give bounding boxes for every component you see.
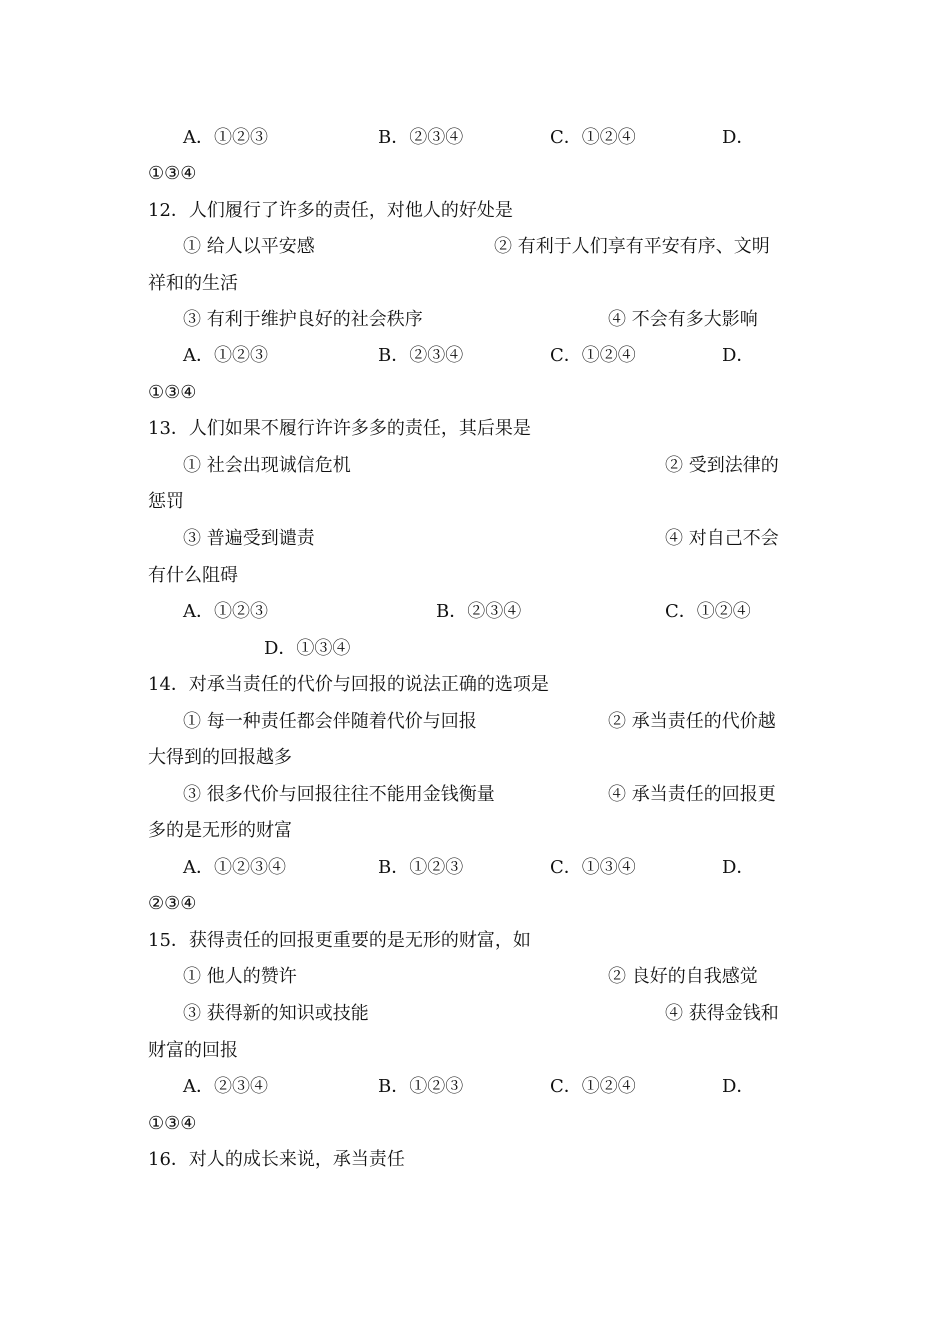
q13-item-4: ④ 对自己不会 [665, 528, 779, 549]
q14-item-1: ① 每一种责任都会伴随着代价与回报 [183, 711, 477, 732]
q15-item-4-cont: 财富的回报 [148, 1040, 238, 1061]
q15-option-d-cont: ①③④ [148, 1113, 197, 1134]
q13-option-d: D．①③④ [264, 638, 351, 659]
q14-option-c: C．①③④ [550, 857, 636, 878]
q13-stem: 13．人们如果不履行许许多多的责任，其后果是 [148, 418, 531, 439]
q15-item-3: ③ 获得新的知识或技能 [183, 1003, 369, 1024]
q12-item-4: ④ 不会有多大影响 [608, 309, 758, 330]
q12-option-b: B．②③④ [378, 345, 464, 366]
q11-option-c: C．①②④ [550, 127, 636, 148]
q13-option-b: B．②③④ [436, 601, 522, 622]
q13-option-a: A．①②③ [183, 601, 268, 622]
q14-item-2-cont: 大得到的回报越多 [148, 747, 292, 768]
q15-option-b: B．①②③ [378, 1076, 464, 1097]
q11-option-b: B．②③④ [378, 127, 464, 148]
q14-item-4-cont: 多的是无形的财富 [148, 820, 292, 841]
q11-option-a: A．①②③ [183, 127, 268, 148]
q12-option-c: C．①②④ [550, 345, 636, 366]
q15-item-4: ④ 获得金钱和 [665, 1003, 779, 1024]
q13-item-1: ① 社会出现诚信危机 [183, 455, 351, 476]
q12-option-d: D． [722, 345, 755, 366]
q14-item-3: ③ 很多代价与回报往往不能用金钱衡量 [183, 784, 495, 805]
q15-option-a: A．②③④ [183, 1076, 268, 1097]
q12-option-a: A．①②③ [183, 345, 268, 366]
q13-item-2-cont: 惩罚 [148, 491, 184, 512]
q13-item-4-cont: 有什么阻碍 [148, 565, 238, 586]
q11-option-d-cont: ①③④ [148, 163, 197, 184]
q15-option-c: C．①②④ [550, 1076, 636, 1097]
q12-item-2: ② 有利于人们享有平安有序、文明 [494, 236, 770, 257]
q14-option-d: D． [722, 857, 755, 878]
q11-option-d: D． [722, 127, 755, 148]
q12-stem: 12．人们履行了许多的责任，对他人的好处是 [148, 200, 513, 221]
q14-stem: 14．对承当责任的代价与回报的说法正确的选项是 [148, 674, 549, 695]
q12-item-3: ③ 有利于维护良好的社会秩序 [183, 309, 423, 330]
q15-item-1: ① 他人的赞许 [183, 966, 297, 987]
q14-option-d-cont: ②③④ [148, 893, 197, 914]
q12-option-d-cont: ①③④ [148, 382, 197, 403]
q14-option-b: B．①②③ [378, 857, 464, 878]
q15-stem: 15．获得责任的回报更重要的是无形的财富，如 [148, 930, 531, 951]
q12-item-1: ① 给人以平安感 [183, 236, 315, 257]
q14-item-2: ② 承当责任的代价越 [608, 711, 776, 732]
q13-option-c: C．①②④ [665, 601, 751, 622]
q12-item-2-cont: 祥和的生活 [148, 273, 238, 294]
q15-option-d: D． [722, 1076, 755, 1097]
q14-item-4: ④ 承当责任的回报更 [608, 784, 776, 805]
q13-item-3: ③ 普遍受到谴责 [183, 528, 315, 549]
q16-stem: 16．对人的成长来说，承当责任 [148, 1149, 405, 1170]
q13-item-2: ② 受到法律的 [665, 455, 779, 476]
q15-item-2: ② 良好的自我感觉 [608, 966, 758, 987]
q14-option-a: A．①②③④ [183, 857, 286, 878]
